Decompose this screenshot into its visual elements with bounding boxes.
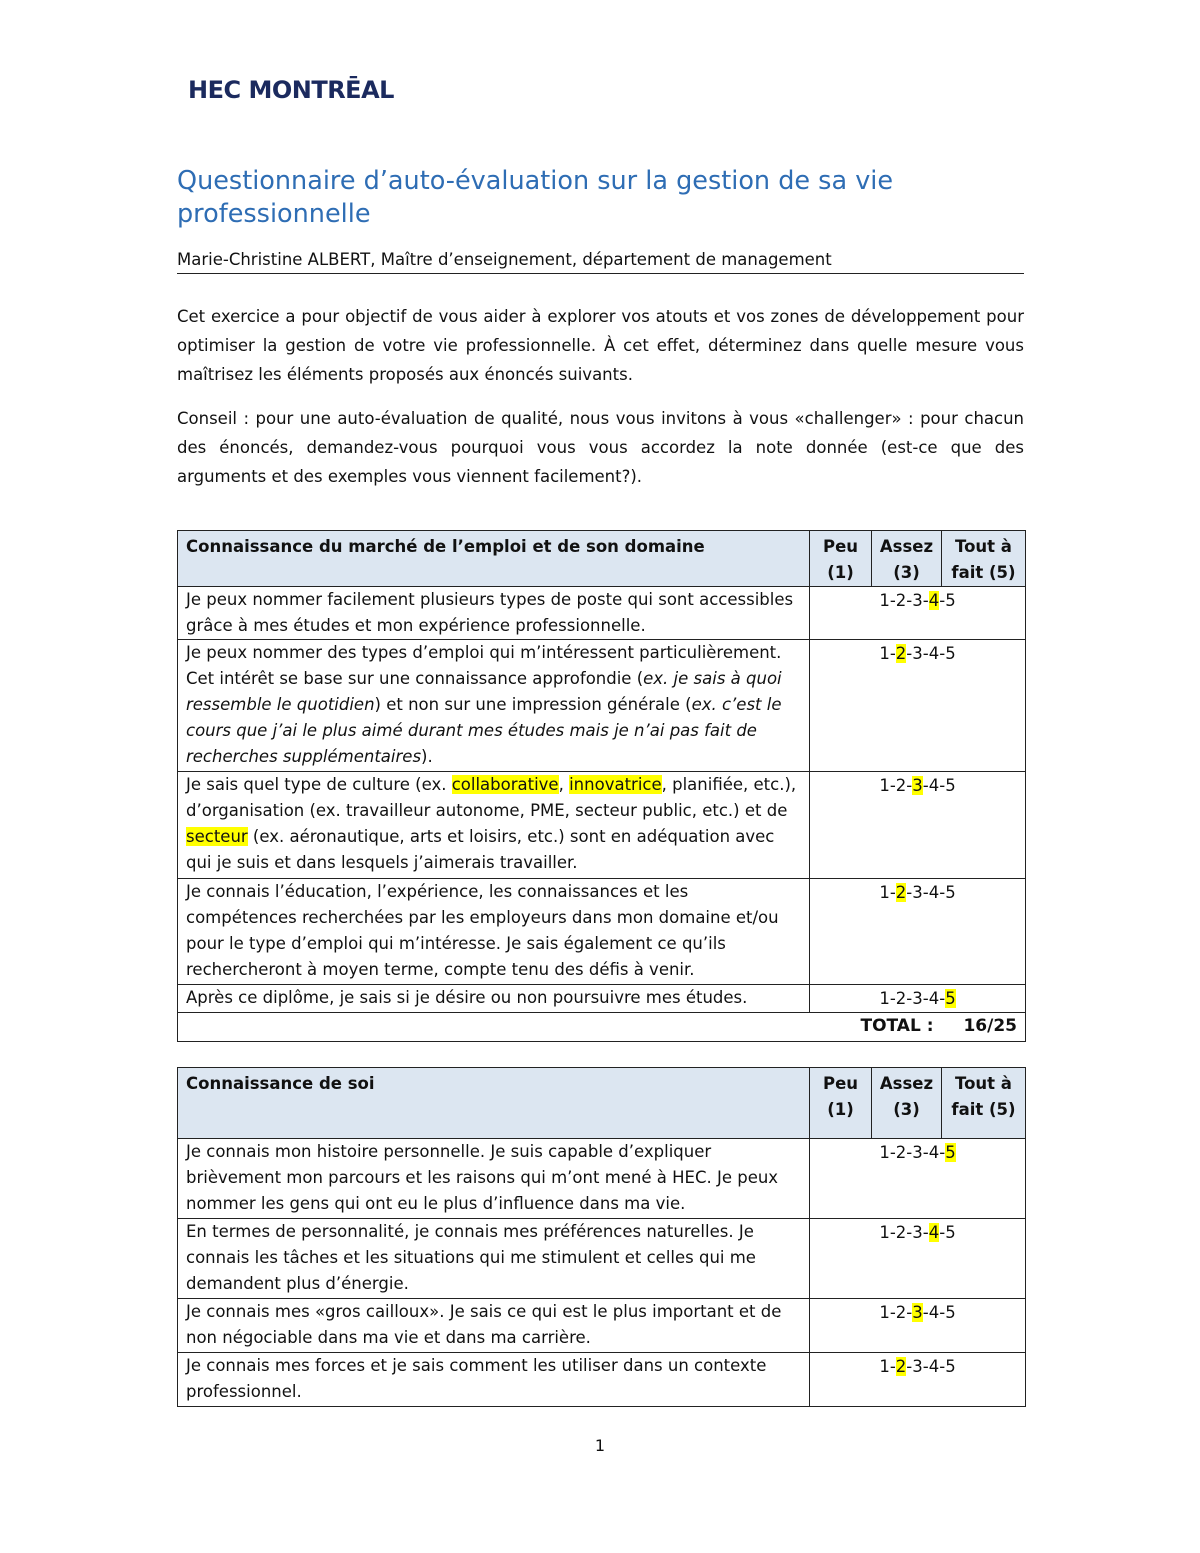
statement: Je sais quel type de culture (ex. collaborative, innovatrice, planifiée, etc.), d’organisation (ex. travailleur autonome, PME, secteur public, etc.) et de secteur (ex. aéronautique, arts et loisirs, etc.) sont en adéquation avec qui je suis et dans lesquels j’aimerais travailler.: [178, 772, 810, 879]
page-number: 1: [594, 1436, 606, 1455]
scale-value: 2: [895, 883, 907, 902]
scale-value: 5: [945, 883, 956, 902]
table-row: [178, 1219, 1026, 1299]
table-self-knowledge: [177, 1067, 1026, 1407]
scale-value: 3: [912, 989, 923, 1008]
scale-value: 5: [945, 776, 956, 795]
scale-value: 3: [912, 1223, 923, 1242]
score-scale: 1-2-3-4-5: [810, 1299, 1026, 1353]
score-scale: 1-2-3-4-5: [810, 985, 1026, 1013]
scale-value: 2: [895, 1223, 907, 1242]
total-label: TOTAL :: [178, 1013, 942, 1042]
score-scale: 1-2-3-4-5: [810, 640, 1026, 772]
score-scale: 1-2-3-4-5: [810, 1219, 1026, 1299]
statement: Je peux nommer des types d’emploi qui m’intéressent particulièrement. Cet intérêt se base sur une connaissance approfondie (ex. je sais à quoi ressemble le quotidien) et non sur une impression générale (ex. c’est le cours que j’ai le plus aimé durant mes études mais je n’ai pas fait de recherches supplémentaires).: [178, 640, 810, 772]
scale-value: 1: [879, 644, 890, 663]
scale-header-low: Peu (1): [810, 531, 872, 587]
intro-paragraph: Cet exercice a pour objectif de vous aider à explorer vos atouts et vos zones de développement pour optimiser la gestion de votre vie professionnelle. À cet effet, déterminez dans quelle mesure vous maîtrisez les éléments proposés aux énoncés suivants.: [177, 307, 1024, 384]
scale-value: 4: [928, 776, 940, 795]
scale-value: 2: [895, 644, 907, 663]
highlight: collaborative: [451, 775, 559, 794]
scale-value: 1: [879, 1143, 890, 1162]
scale-value: 1: [879, 989, 890, 1008]
statement: Je connais mes «gros cailloux». Je sais ce qui est le plus important et de non négociable dans ma vie et dans ma carrière.: [178, 1299, 810, 1353]
statement: En termes de personnalité, je connais mes préférences naturelles. Je connais les tâches et les situations qui me stimulent et celles qui me demandent plus d’énergie.: [178, 1219, 810, 1299]
score-scale: 1-2-3-4-5: [810, 1353, 1026, 1407]
scale-value: 3: [912, 1143, 923, 1162]
scale-value: 1: [879, 1357, 890, 1376]
scale-value: 3: [912, 1357, 923, 1376]
score-scale: 1-2-3-4-5: [810, 879, 1026, 985]
advice-paragraph: Conseil : pour une auto-évaluation de qualité, nous vous invitons à vous «challenger» : pour chacun des énoncés, demandez-vous pourquoi vous vous accordez la note donnée (est-ce que des arguments et des exemples vous viennent facilement?).: [177, 409, 1024, 486]
statement: Après ce diplôme, je sais si je désire ou non poursuivre mes études.: [178, 985, 810, 1013]
scale-value: 3: [912, 1303, 923, 1322]
scale-value: 2: [895, 989, 907, 1008]
scale-header-low: Peu (1): [810, 1068, 872, 1139]
scale-value: 4: [928, 644, 940, 663]
statement: Je connais mes forces et je sais comment les utiliser dans un contexte professionnel.: [178, 1353, 810, 1407]
scale-value: 5: [945, 644, 956, 663]
table-row: [178, 985, 1026, 1013]
page-title: Questionnaire d’auto-évaluation sur la gestion de sa vie professionnelle: [177, 166, 894, 229]
scale-value: 4: [928, 989, 940, 1008]
highlight: secteur: [186, 827, 248, 846]
table-row: [178, 1353, 1026, 1407]
table-row: [178, 879, 1026, 985]
scale-value: 4: [928, 1303, 940, 1322]
scale-value: 2: [895, 1357, 907, 1376]
scale-value: 1: [879, 883, 890, 902]
scale-value: 3: [912, 776, 923, 795]
scale-value: 4: [928, 591, 940, 610]
scale-value: 3: [912, 644, 923, 663]
section-heading: Connaissance de soi: [178, 1068, 810, 1139]
scale-header-high: Tout à fait (5): [942, 1068, 1026, 1139]
table-row: [178, 587, 1026, 640]
total-row: [178, 1013, 1026, 1042]
hec-logo: HEC MONTRĒAL: [188, 76, 394, 104]
scale-value: 2: [895, 1303, 907, 1322]
score-scale: 1-2-3-4-5: [810, 1139, 1026, 1219]
author-line: Marie-Christine ALBERT, Maître d’enseignement, département de management: [177, 248, 1024, 274]
table-row: [178, 1139, 1026, 1219]
statement: Je connais l’éducation, l’expérience, les connaissances et les compétences recherchées par les employeurs dans mon domaine et/ou pour le type d’emploi qui m’intéresse. Je sais également ce qu’ils rechercheront à moyen terme, compte tenu des défis à venir.: [178, 879, 810, 985]
scale-value: 4: [928, 1357, 940, 1376]
scale-value: 2: [895, 591, 907, 610]
table-row: [178, 640, 1026, 772]
scale-value: 5: [945, 1303, 956, 1322]
scale-value: 1: [879, 776, 890, 795]
scale-value: 5: [945, 1143, 956, 1162]
scale-value: 1: [879, 591, 890, 610]
scale-value: 5: [945, 1223, 956, 1242]
highlight: innovatrice: [569, 775, 662, 794]
scale-value: 4: [928, 883, 940, 902]
scale-value: 5: [945, 591, 956, 610]
scale-value: 1: [879, 1223, 890, 1242]
scale-header-mid: Assez (3): [872, 531, 942, 587]
statement: Je peux nommer facilement plusieurs types de poste qui sont accessibles grâce à mes études et mon expérience professionnelle.: [178, 587, 810, 640]
table-row: [178, 772, 1026, 879]
score-scale: 1-2-3-4-5: [810, 587, 1026, 640]
scale-value: 5: [945, 989, 956, 1008]
table-market-knowledge: [177, 530, 1026, 1042]
scale-value: 5: [945, 1357, 956, 1376]
scale-header-mid: Assez (3): [872, 1068, 942, 1139]
total-value: 16/25: [942, 1013, 1026, 1042]
scale-value: 2: [895, 1143, 907, 1162]
scale-value: 3: [912, 883, 923, 902]
scale-value: 1: [879, 1303, 890, 1322]
section-heading: Connaissance du marché de l’emploi et de son domaine: [178, 531, 810, 587]
scale-header-high: Tout à fait (5): [942, 531, 1026, 587]
score-scale: 1-2-3-4-5: [810, 772, 1026, 879]
scale-value: 3: [912, 591, 923, 610]
table-row: [178, 1299, 1026, 1353]
statement: Je connais mon histoire personnelle. Je suis capable d’expliquer brièvement mon parcours et les raisons qui m’ont mené à HEC. Je peux nommer les gens qui ont eu le plus d’influence dans ma vie.: [178, 1139, 810, 1219]
scale-value: 4: [928, 1143, 940, 1162]
scale-value: 4: [928, 1223, 940, 1242]
scale-value: 2: [895, 776, 907, 795]
